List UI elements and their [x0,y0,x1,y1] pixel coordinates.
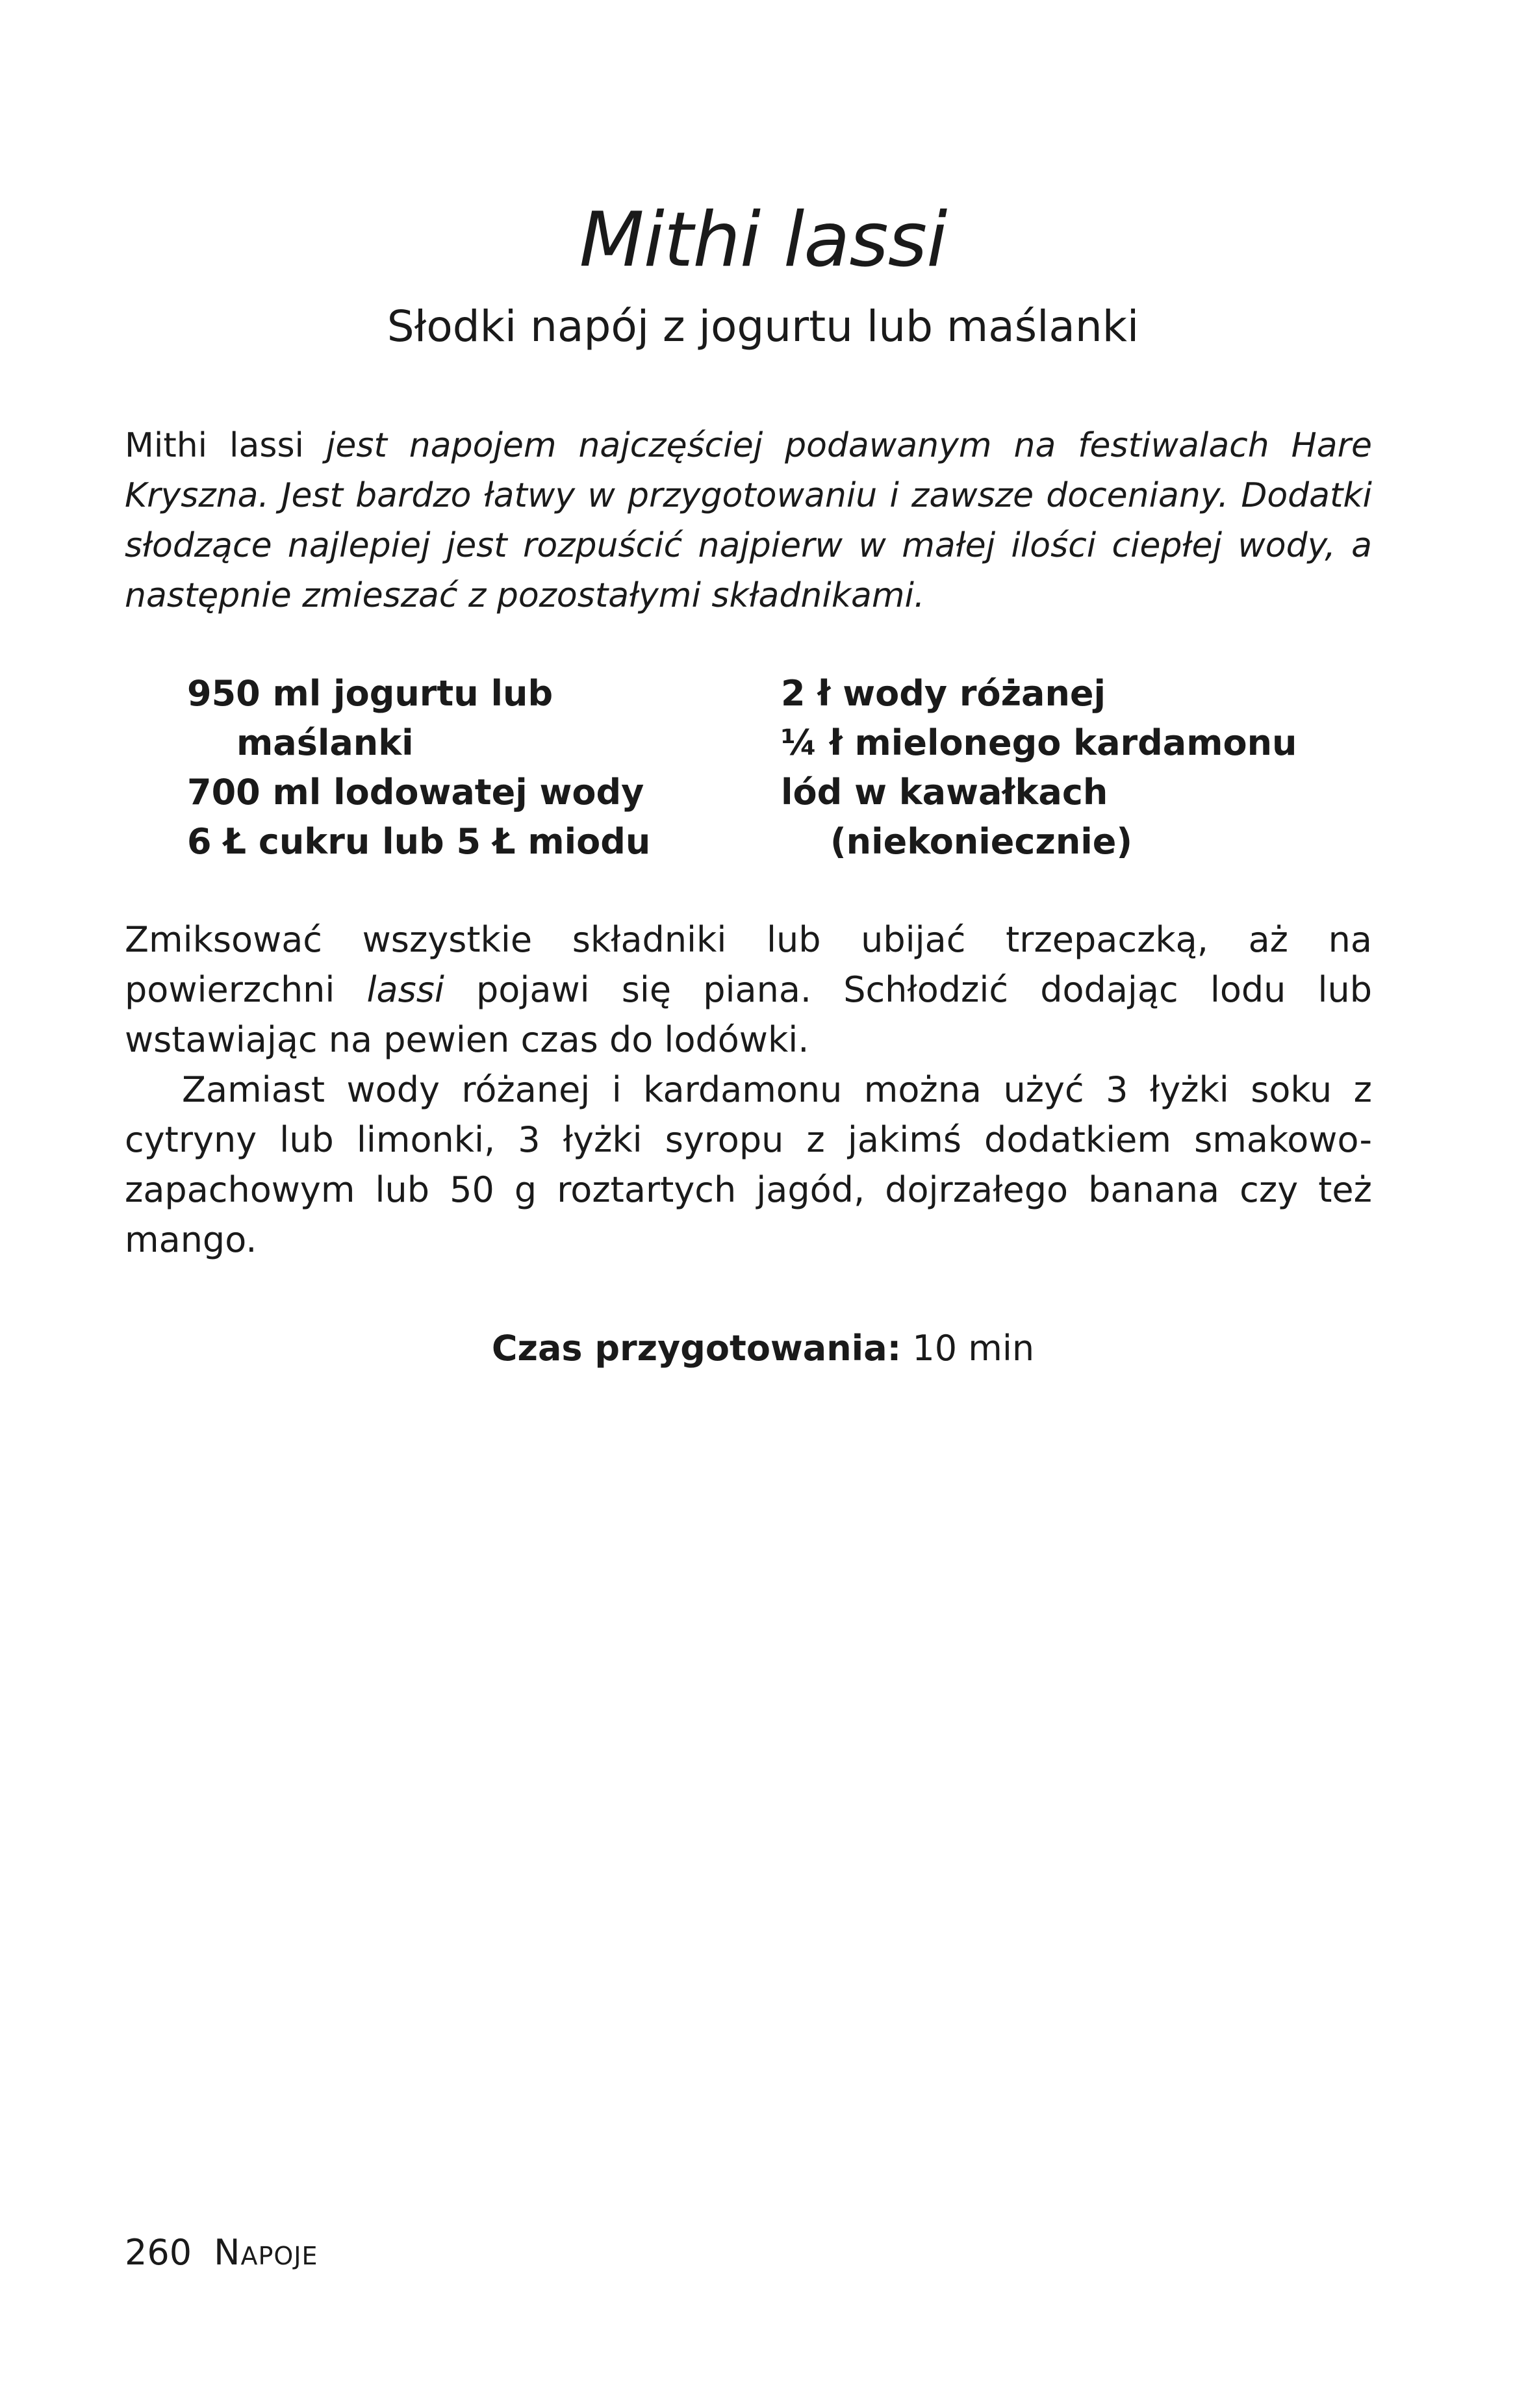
intro-lead: Mithi lassi [125,426,304,465]
recipe-subtitle: Słodki napój z jogurtu lub maślanki [387,301,1139,351]
recipe-title: Mithi lassi [579,196,947,284]
method-p1-italic: lassi [366,969,444,1010]
ingredients-left-column [187,669,650,867]
method-paragraph-2: Zamiast wody różanej i kardamonu można użyć 3 łyżki soku z cytryny lub limonki, 3 łyżki syropu z jakimś dodatkiem smakowo-zapachowym lub 50 g roztartych jagód, dojrzałego banana czy też mango. [125,1069,1372,1260]
ingredient-ice-note: (niekoniecznie) [830,821,1133,862]
ingredient-cardamom: ¼ ł mielonego kardamonu [781,722,1297,763]
intro-paragraph [125,421,1372,621]
ingredients-right-column [781,669,1297,867]
ingredient-ice: lód w kawałkach [781,772,1108,813]
section-name: Napoje [214,2232,318,2273]
page-number: 260 [125,2232,192,2273]
intro-text: jest napojem najczęściej podawanym na festiwalach Hare Kryszna. Jest bardzo łatwy w przygotowaniu i zawsze doceniany. Dodatki słodzące najlepiej jest rozpuścić najpierw w małej ilości ciepłej wody, a następnie zmieszać z pozostałymi składnikami. [125,426,1372,615]
method-section [125,915,1372,1265]
prep-time-value: 10 min [901,1328,1035,1369]
page-footer [125,2227,318,2279]
ingredient-sugar: 6 Ł cukru lub 5 Ł miodu [187,821,651,862]
method-paragraph-1 [125,915,1372,1065]
method-p1-text-a: Zmiksować wszystkie składniki lub ubijać trzepaczką, aż na powierzchni [125,919,1372,1010]
method-p1-text-b: pojawi się piana. Schłodzić dodając lodu lub wstawiając na pewien czas do lodówki. [125,969,1372,1060]
ingredient-water: 700 ml lodowatej wody [187,772,644,813]
prep-time-label: Czas przygotowania: [491,1328,902,1369]
ingredient-rosewater: 2 ł wody różanej [781,673,1106,714]
ingredient-yogurt-cont: maślanki [236,722,414,763]
ingredient-yogurt: 950 ml jogurtu lub [187,673,553,714]
prep-time [0,1323,1526,1375]
